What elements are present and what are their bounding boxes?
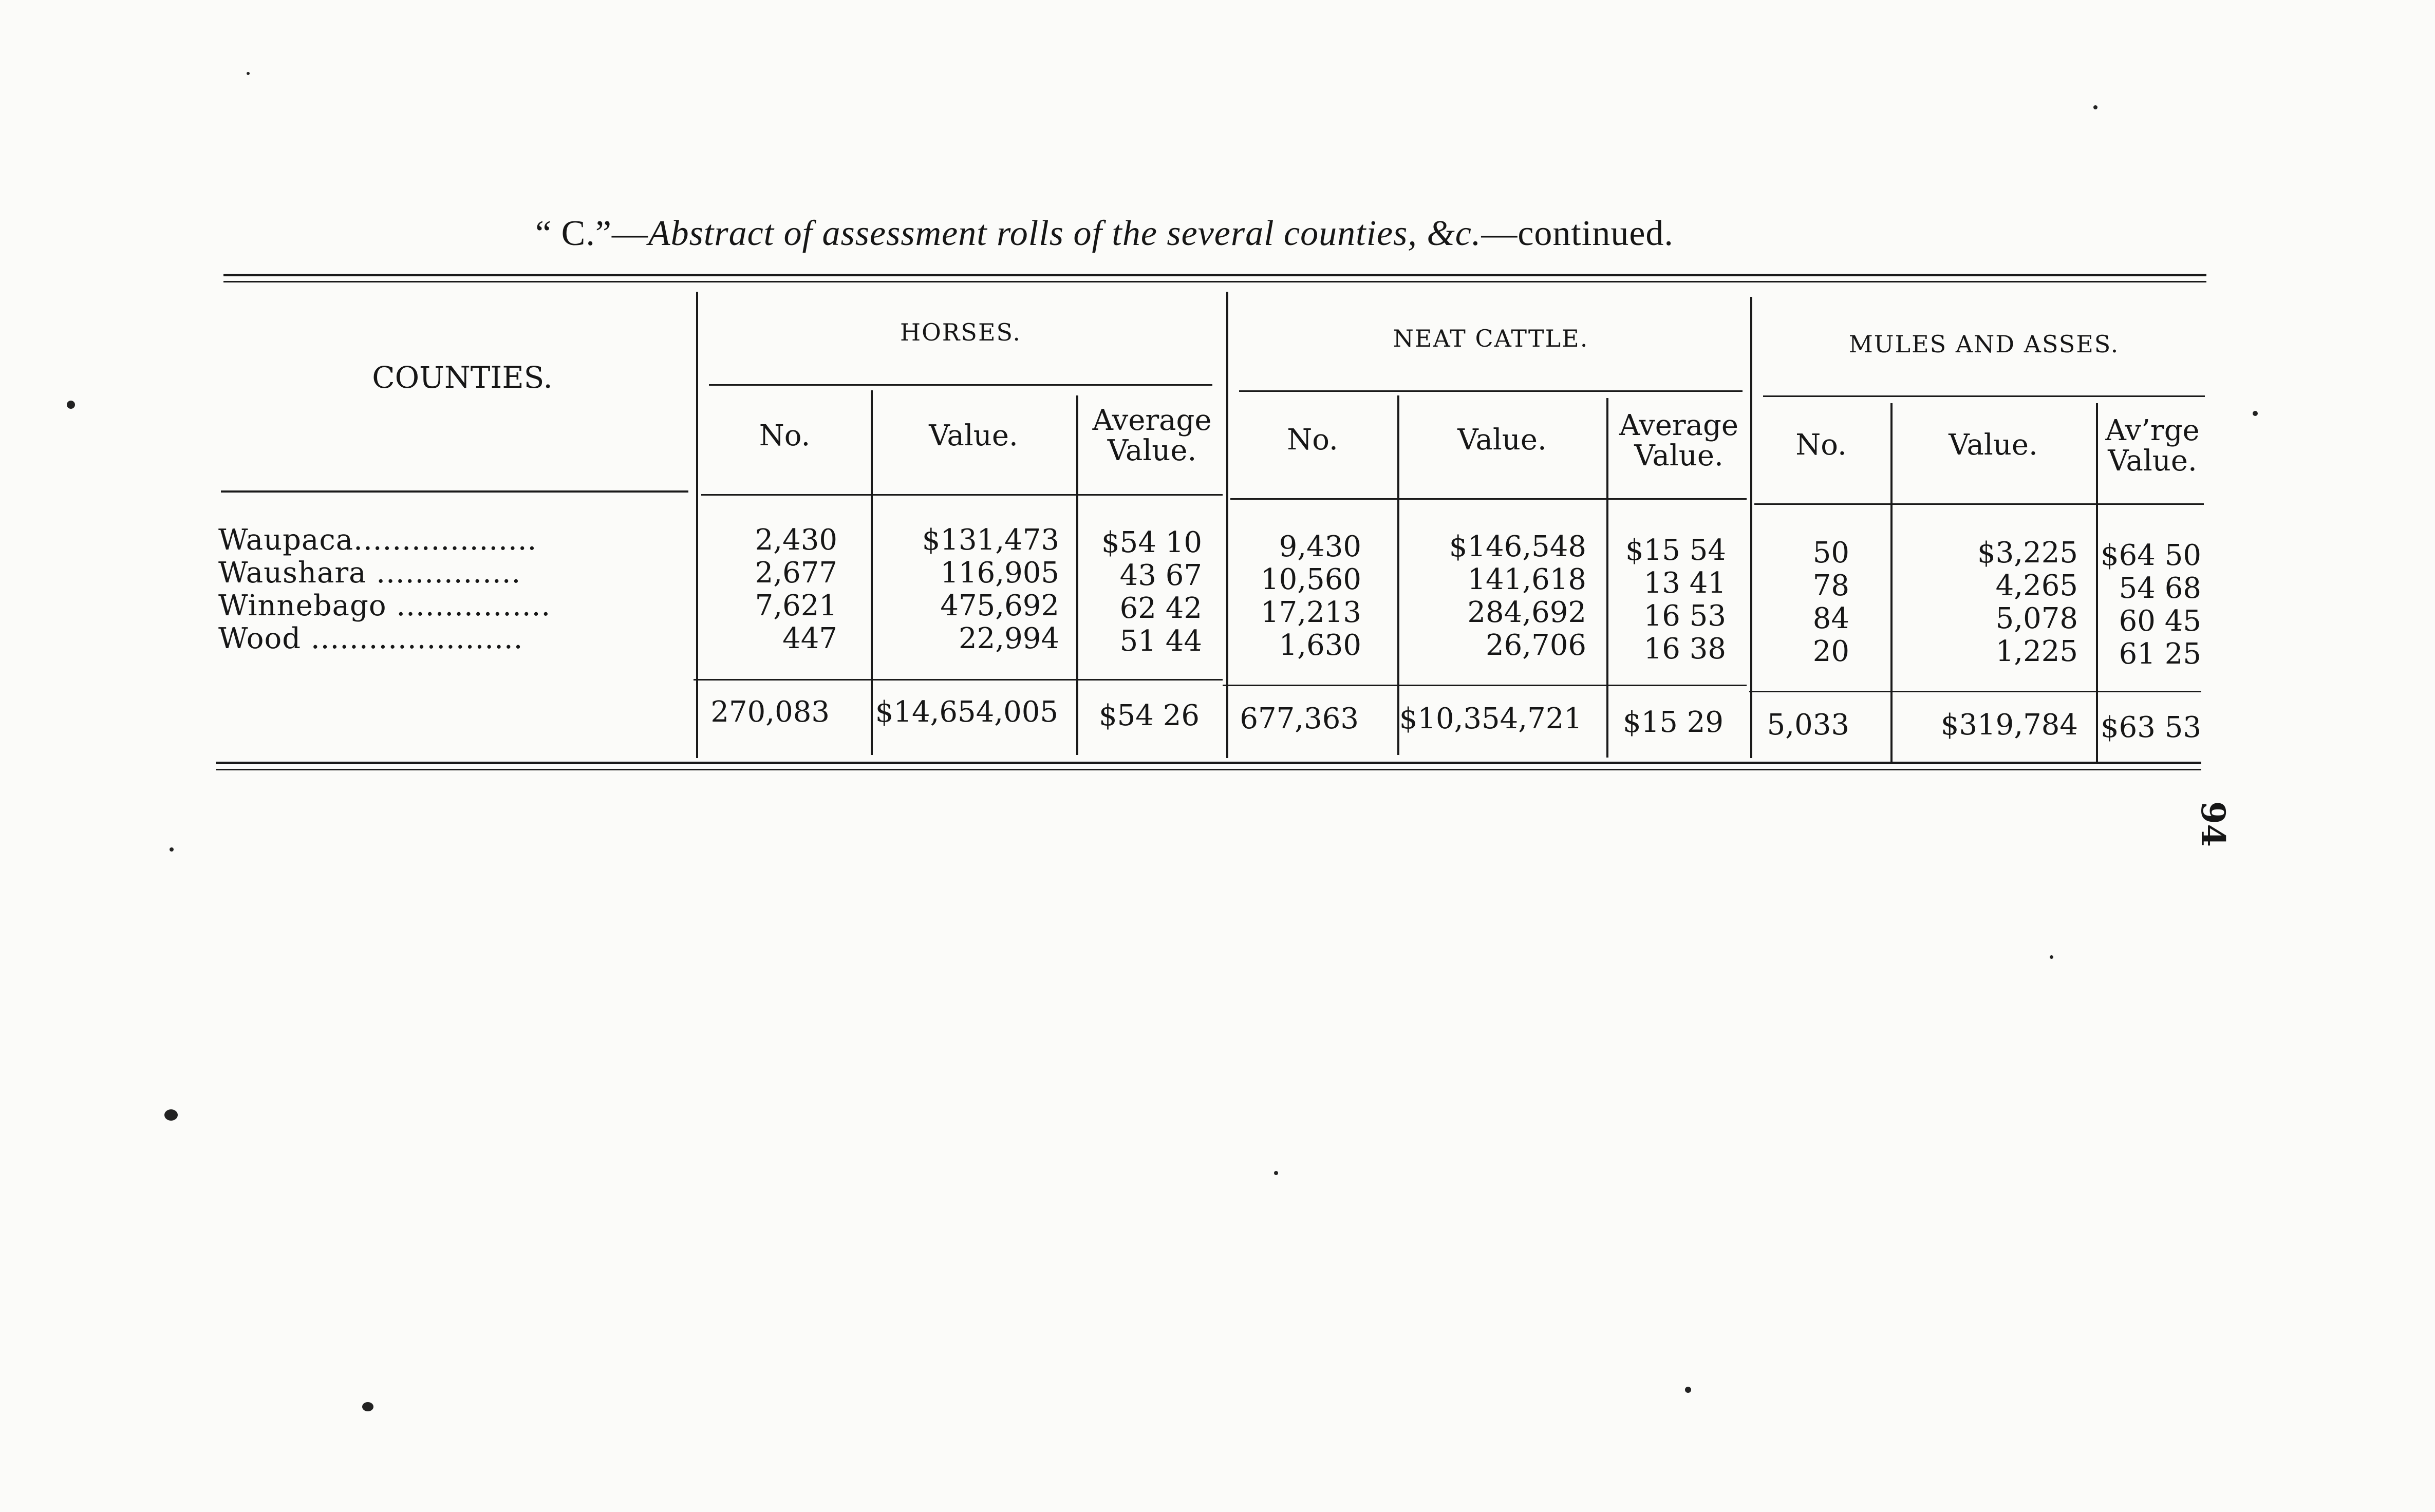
total-cattle-avg: $15 29 <box>1623 706 1724 739</box>
cell-horses-no: 2,430 <box>755 523 837 557</box>
cell-horses-no: 7,621 <box>755 589 837 622</box>
table-row <box>218 557 521 590</box>
cattle-group-header: NEAT CATTLE. <box>1393 325 1589 352</box>
cell-mules-no: 50 <box>1812 536 1849 570</box>
cell-horses-avg: 43 67 <box>1119 559 1202 592</box>
table-row <box>218 590 551 622</box>
horses-average-header: Average Value. <box>1092 404 1212 467</box>
vline-m1 <box>1890 403 1893 763</box>
scan-speck <box>170 847 174 852</box>
cell-cattle-value: 141,618 <box>1467 563 1586 596</box>
scan-speck <box>1685 1387 1691 1393</box>
counties-header: COUNTIES. <box>372 360 553 395</box>
bottom-rule-2 <box>216 769 2201 770</box>
cell-horses-avg: 62 42 <box>1119 592 1202 625</box>
leader-dots: ................ <box>386 589 551 622</box>
cell-cattle-no: 9,430 <box>1279 530 1361 563</box>
county-name: Waushara <box>218 556 367 590</box>
table-row <box>218 622 523 655</box>
cell-mules-avg: 60 45 <box>2119 604 2201 638</box>
horses-group-header: HORSES. <box>900 318 1022 346</box>
top-rule-2 <box>223 281 2206 282</box>
title-italic: Abstract of assessment rolls of the several counties, &c. <box>648 214 1482 253</box>
cell-mules-no: 78 <box>1812 569 1849 602</box>
bottom-rule-1 <box>216 762 2201 764</box>
total-mules-avg: $63 53 <box>2101 711 2201 744</box>
cell-mules-value: $3,225 <box>1977 536 2078 570</box>
total-cattle-value: $10,354,721 <box>1399 702 1582 735</box>
cell-mules-avg: 54 68 <box>2119 572 2201 605</box>
leader-dots: ................... <box>353 523 537 557</box>
mules-total-rule <box>1749 691 2201 692</box>
leader-dots: ............... <box>366 556 521 590</box>
cell-mules-avg: $64 50 <box>2101 539 2201 572</box>
cell-mules-value: 4,265 <box>1995 569 2078 602</box>
scan-speck <box>362 1402 373 1411</box>
cell-horses-avg: 51 44 <box>1119 625 1202 658</box>
cell-mules-no: 20 <box>1812 635 1849 668</box>
cell-cattle-value: 284,692 <box>1467 596 1586 629</box>
cattle-value-header: Value. <box>1457 423 1547 457</box>
vline-cattle-end <box>1750 297 1752 758</box>
scan-speck <box>2093 105 2097 109</box>
vline-h1 <box>871 390 873 755</box>
vline-counties <box>696 292 698 758</box>
table-row <box>218 524 537 557</box>
scan-speck <box>67 401 75 409</box>
horses-header-rule <box>701 494 1223 496</box>
page-title <box>226 213 1983 254</box>
scan-speck <box>247 72 250 75</box>
total-cattle-no: 677,363 <box>1240 702 1359 735</box>
page-number: 94 <box>2194 801 2232 847</box>
cattle-average-header: Average Value. <box>1619 409 1739 472</box>
cell-cattle-no: 10,560 <box>1261 563 1361 596</box>
county-name: Winnebago <box>218 589 387 622</box>
vline-c1 <box>1397 395 1399 755</box>
title-prefix: “ C.”— <box>535 214 648 253</box>
mules-group-rule <box>1763 395 2205 397</box>
counties-header-rule <box>221 490 688 493</box>
vline-h2 <box>1076 395 1078 755</box>
cell-cattle-avg: 13 41 <box>1643 566 1726 600</box>
vline-c2 <box>1606 398 1608 758</box>
top-rule-1 <box>223 274 2206 276</box>
total-horses-avg: $54 26 <box>1099 699 1200 732</box>
cell-cattle-value: $146,548 <box>1449 530 1586 563</box>
cell-horses-value: 116,905 <box>940 556 1059 590</box>
mules-no-header: No. <box>1795 428 1847 462</box>
scan-speck <box>164 1109 178 1121</box>
cell-cattle-avg: 16 38 <box>1643 632 1726 666</box>
cell-horses-no: 2,677 <box>755 556 837 590</box>
cattle-no-header: No. <box>1287 423 1338 457</box>
horses-no-header: No. <box>759 419 811 452</box>
mules-value-header: Value. <box>1949 428 2038 462</box>
cell-mules-no: 84 <box>1812 602 1849 635</box>
total-horses-value: $14,654,005 <box>875 695 1058 729</box>
cell-horses-value: 22,994 <box>959 622 1059 655</box>
cattle-group-rule <box>1239 390 1743 392</box>
total-mules-no: 5,033 <box>1767 708 1849 742</box>
cell-cattle-value: 26,706 <box>1486 629 1586 662</box>
mules-group-header: MULES AND ASSES. <box>1848 330 2120 358</box>
scan-speck <box>1274 1171 1278 1175</box>
cell-cattle-no: 1,630 <box>1279 629 1361 662</box>
cell-horses-value: 475,692 <box>940 589 1059 622</box>
total-mules-value: $319,784 <box>1940 708 2078 742</box>
cell-horses-avg: $54 10 <box>1101 526 1202 559</box>
cell-cattle-avg: 16 53 <box>1643 599 1726 633</box>
cattle-total-rule <box>1223 685 1747 686</box>
county-name: Waupaca <box>218 523 354 557</box>
leader-dots: ...................... <box>301 622 523 655</box>
vline-horses-end <box>1226 292 1228 758</box>
cell-cattle-avg: $15 54 <box>1625 534 1726 567</box>
cattle-header-rule <box>1230 498 1747 500</box>
cell-mules-value: 5,078 <box>1995 602 2078 635</box>
cell-horses-value: $131,473 <box>922 523 1059 557</box>
horses-value-header: Value. <box>929 419 1018 452</box>
horses-group-rule <box>709 384 1212 386</box>
cell-mules-value: 1,225 <box>1995 635 2078 668</box>
title-suffix: —continued. <box>1481 214 1674 253</box>
scan-speck <box>2253 411 2258 416</box>
mules-average-header: Av’rge Value. <box>2105 414 2200 478</box>
horses-total-rule <box>694 679 1223 681</box>
cell-cattle-no: 17,213 <box>1261 596 1361 629</box>
county-name: Wood <box>218 622 302 655</box>
total-horses-no: 270,083 <box>710 695 830 729</box>
scan-speck <box>2050 955 2053 959</box>
mules-header-rule <box>1754 503 2204 505</box>
cell-horses-no: 447 <box>782 622 837 655</box>
cell-mules-avg: 61 25 <box>2119 637 2201 671</box>
vline-m2 <box>2096 403 2098 763</box>
